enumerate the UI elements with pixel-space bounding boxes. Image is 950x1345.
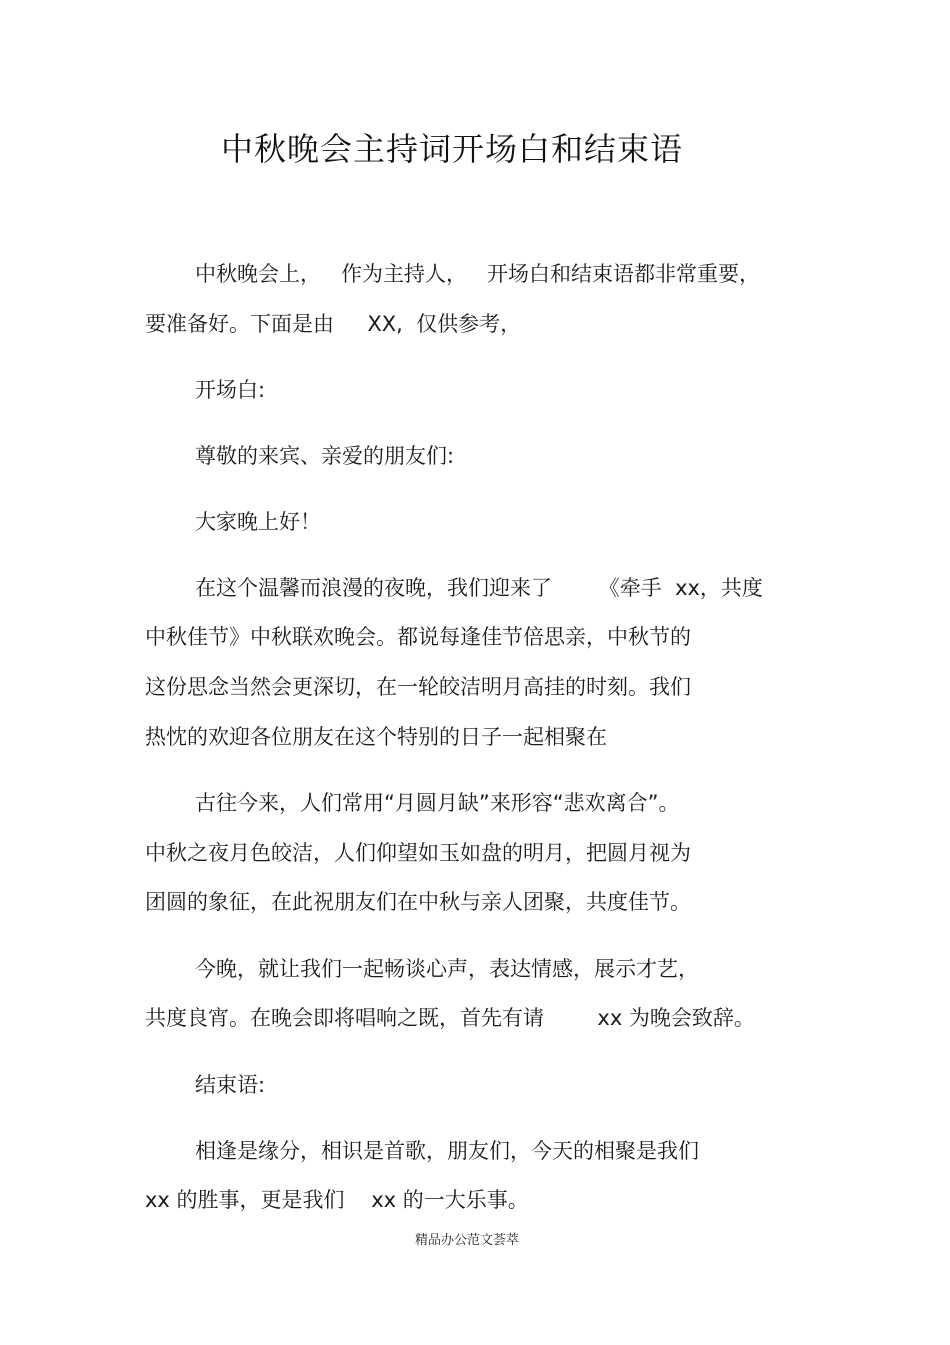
text-line: 这份思念当然会更深切，在一轮皎洁明月高挂的时刻。我们 [145,675,691,699]
text-line: 大家晚上好！ [195,510,321,534]
text-line: 共度良宵。在晚会即将唱响之既，首先有请 xx 为晚会致辞。 [145,1006,755,1030]
text-line: 古往今来，人们常用“月圆月缺”来形容“悲欢离合”。 [195,791,680,815]
document-title: 中秋晚会主持词开场白和结束语 [220,130,683,168]
text-line: 开场白: [195,378,266,402]
text-line: 今晚，就让我们一起畅谈心声，表达情感，展示才艺， [195,957,699,981]
text-line: 热忱的欢迎各位朋友在这个特别的日子一起相聚在 [145,725,607,749]
text-line: 要准备好。下面是由 XX, 仅供参考， [145,312,522,336]
page-footer: 精品办公范文荟萃 [414,1233,519,1248]
text-line: 中秋晚会上， 作为主持人， 开场白和结束语都非常重要， [195,262,761,286]
text-line: 结束语: [195,1073,266,1097]
text-line: 中秋佳节》中秋联欢晚会。都说每逢佳节倍思亲，中秋节的 [145,625,691,649]
text-line: 相逢是缘分，相识是首歌，朋友们，今天的相聚是我们 [195,1139,699,1163]
text-line: 团圆的象征，在此祝朋友们在中秋与亲人团聚，共度佳节。 [145,890,691,914]
text-line: 中秋之夜月色皎洁，人们仰望如玉如盘的明月，把圆月视为 [145,841,691,865]
text-line: 尊敬的来宾、亲爱的朋友们: [195,444,455,468]
text-line: 在这个温馨而浪漫的夜晚，我们迎来了 《牵手 xx，共度 [195,576,763,600]
text-line: xx 的胜事，更是我们 xx 的一大乐事。 [145,1188,529,1212]
